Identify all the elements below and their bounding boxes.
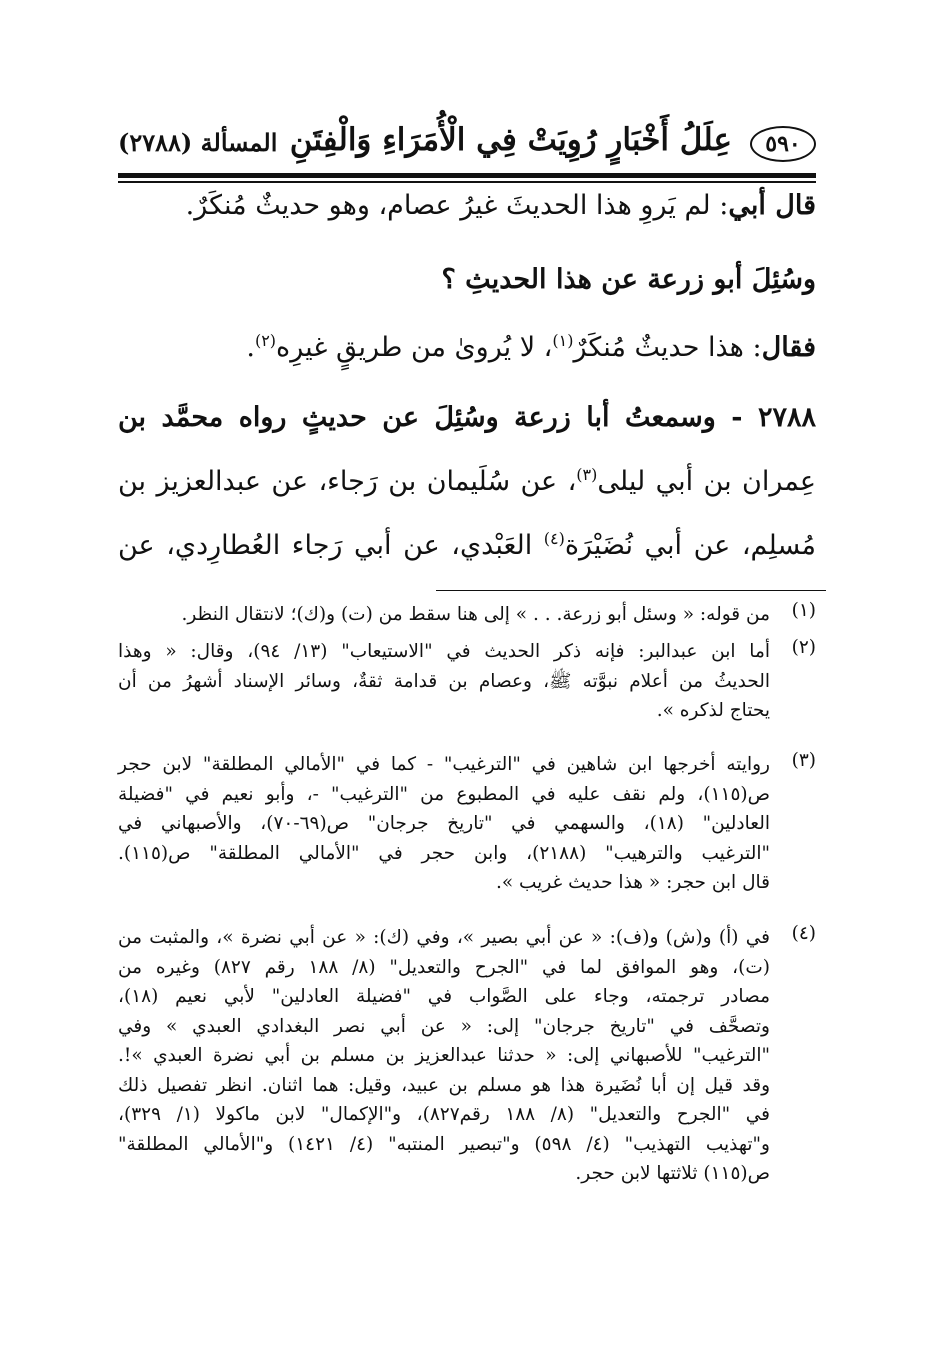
text-segment: مُسلِم، عن أبي نُضَيْرَة: [564, 530, 816, 561]
footnote-line: من قوله: « وسئل أبو زرعة. . . » إلى هنا سقط من (ت) و(ك)؛ لانتقال النظر.: [181, 604, 770, 625]
text-segment: العَبْدي، عن أبي رَجاء العُطارِدي، عن: [118, 530, 544, 561]
footnote-line: في (أ) و(ش) و(ف): « عن أبي بصير »، وفي (ك): « عن أبي نضرة »، والمثبت من: [118, 927, 770, 948]
footnote-marker[interactable]: (٤): [543, 529, 565, 548]
footnote-separator: [436, 590, 826, 591]
text-segment: قال أبي: [728, 190, 816, 221]
main-text-line: [118, 530, 816, 561]
text-segment: ٢٧٨٨ - وسمعتُ أبا زرعة وسُئِلَ عن حديثٍ رواه محمَّد بن: [118, 402, 816, 433]
main-text-line: [118, 332, 816, 363]
header-rule-thick: [118, 173, 816, 178]
main-text-line: [118, 466, 816, 497]
text-segment: : هذا حديثٌ مُنكَرٌ: [573, 332, 762, 363]
footnote-line: مصادر ترجمته، وجاء على الصَّواب في "فضيلة العادلين" لأبي نعيم (١٨)،: [118, 986, 770, 1007]
footnote-line: "الترغيب والترهيب" (٢١٨٨)، وابن حجر في "الأمالي المطلقة" ص(١١٥).: [118, 842, 770, 864]
text-segment: وسُئِلَ أبو زرعة عن هذا الحديثِ ؟: [441, 264, 816, 295]
footnote-marker[interactable]: (٣): [576, 465, 598, 484]
text-segment: عِمران بن أبي ليلى: [597, 466, 816, 497]
footnote-line: وتصحَّف في "تاريخ جرجان" إلى: « عن أبي نصر البغدادي العبدي » وفي: [118, 1015, 770, 1037]
footnote-line: (ت)، وهو الموافق لما في "الجرح والتعديل" (٨/ ١٨٨ رقم ٨٢٧) وغيره من: [118, 956, 770, 978]
footnote-number: (١): [791, 600, 816, 621]
main-text-line: [118, 190, 816, 221]
footnote-line: و"تهذيب التهذيب" (٤/ ٥٩٨) و"تبصير المنتبه" (٤/ ١٤٢١) و"الأمالي المطلقة": [118, 1133, 770, 1155]
issue-label: المسألة (٢٧٨٨): [118, 128, 278, 157]
footnote-number: (٣): [791, 750, 816, 771]
page-number-oval: [750, 126, 816, 162]
footnote-marker[interactable]: (٢): [254, 331, 277, 350]
footnote-number: (٤): [791, 923, 816, 944]
footnote-line: ص(١١٥)، ولم نقف عليه في المطبوع من "الترغيب" -، وأبو نعيم في "فضيلة: [118, 783, 770, 805]
header-rule-thin: [118, 181, 816, 183]
footnote-line: في "الجرح والتعديل" (٨/ ١٨٨ رقم٨٢٧)، و"الإكمال" لابن ماكولا (١/ ٣٢٩)،: [118, 1104, 770, 1125]
footnote-marker[interactable]: (١): [552, 331, 574, 350]
text-segment: فقال: [761, 332, 816, 363]
footnote-line: أما ابن عبدالبر: فإنه ذكر الحديث في "الاستيعاب" (١٣/ ٩٤)، وقال: « وهذا: [118, 641, 770, 662]
footnote-line: "الترغيب" للأصبهاني إلى: « حدثنا عبدالعزيز بن مسلم بن أبي نضرة العبدي »!.: [118, 1045, 770, 1066]
footnote-line: روايته أخرجها ابن شاهين في "الترغيب" - كما في "الأمالي المطلقة" لابن حجر: [118, 754, 770, 775]
main-text-line: [118, 402, 816, 433]
page-number: ٥٩٠: [765, 131, 801, 157]
footnote-line: الحديثُ من أعلام نبوَّته ﷺ، وعصام بن قدامة ثقةٌ، وسائر الإسناد أشهرُ من أن: [118, 670, 770, 692]
text-segment: ، لا يُروىٰ من طريقٍ غيرِه: [276, 332, 553, 363]
main-text-line: [118, 264, 816, 295]
text-segment: .: [246, 332, 255, 363]
footnote-line: قال ابن حجر: « هذا حديث غريب ».: [495, 872, 770, 893]
page-header: [118, 118, 816, 170]
footnote-line: ص(١١٥) ثلاثتها لابن حجر.: [575, 1163, 770, 1184]
footnote-line: وقد قيل إن أبا نُضَيرة هذا هو مسلم بن عبيد، وقيل: هما اثنان. انظر تفصيل ذلك: [118, 1074, 770, 1096]
footnote-number: (٢): [791, 637, 816, 658]
text-segment: : لم يَروِ هذا الحديثَ غيرُ عصام، وهو حديثٌ مُنكَرٌ.: [185, 190, 729, 221]
footnote-line: العادلين" (١٨)، والسهمي في "تاريخ جرجان" ص(٦٩-٧٠)، والأصبهاني في: [118, 813, 770, 834]
running-title: عِلَلُ أَخْبَارٍ رُوِيَتْ فِي الْأُمَرَاءِ وَالْفِتَنِ: [289, 122, 732, 158]
footnote-line: يحتاج لذكره ».: [656, 700, 770, 721]
text-segment: ، عن سُلَيمان بن رَجاء، عن عبدالعزيز بن: [118, 466, 577, 497]
